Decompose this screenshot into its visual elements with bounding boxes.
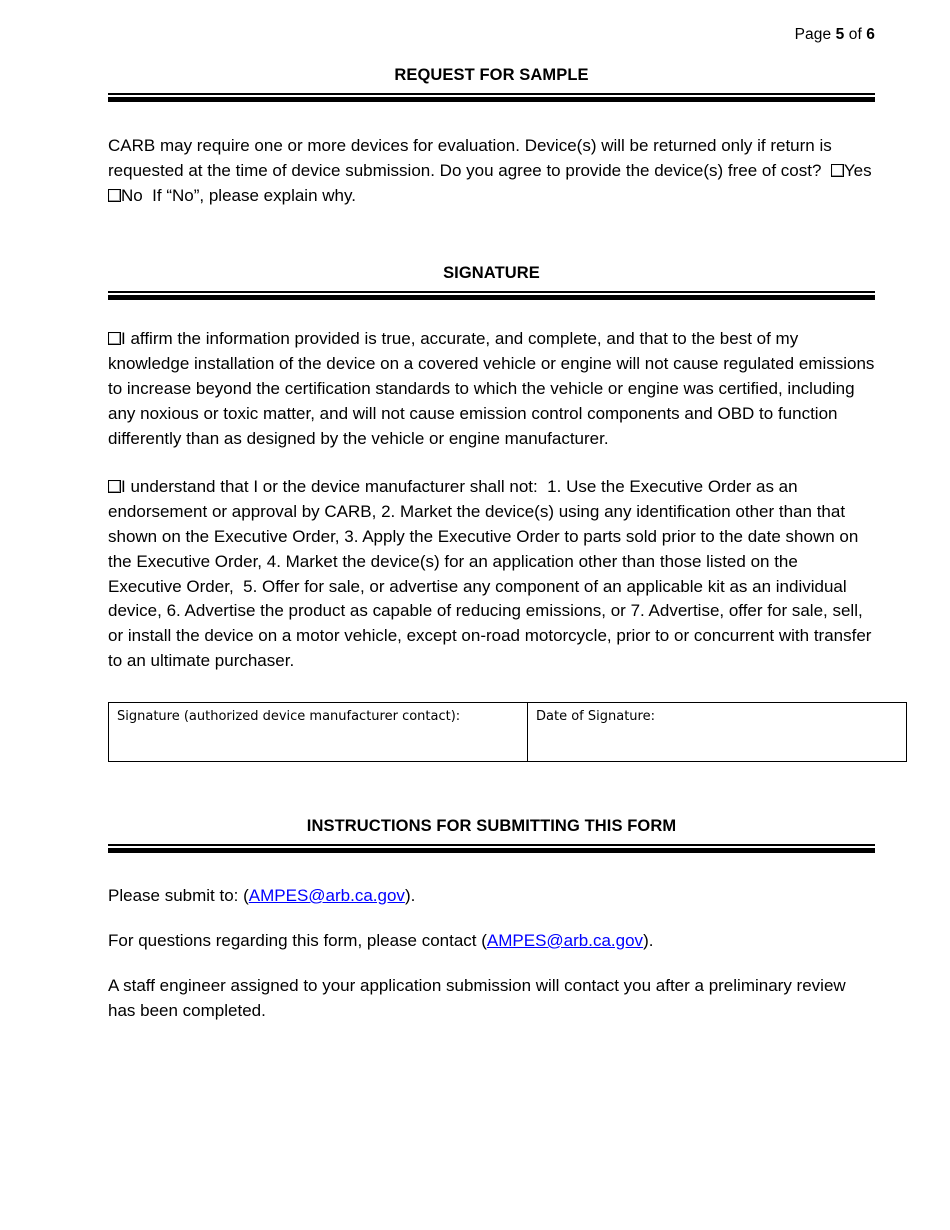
signature-field-cell[interactable] (109, 702, 528, 761)
section-heading-instructions: INSTRUCTIONS FOR SUBMITTING THIS FORM (306, 816, 677, 835)
affirmation-1-text: I affirm the information provided is true, accurate, and complete, and that to the best of my knowledge installation of the device on a covered vehicle or engine will not cause regulated emissions to increase beyond the certification standards to which the vehicle or engine was certified, including any noxious or toxic matter, and will not cause emission control components and OBD to function differently than as designed by the vehicle or engine manufacturer. (108, 329, 875, 448)
checkbox-no-label: No (121, 185, 143, 205)
submit-suffix-text: ). (404, 885, 416, 905)
rule-thick (108, 97, 875, 102)
questions-suffix-text: ). (643, 930, 654, 950)
date-of-signature-label: Date of Signature: (536, 708, 655, 724)
checkbox-affirm-information[interactable] (108, 332, 121, 345)
affirmation-paragraph-2 (108, 475, 875, 673)
checkbox-understand-restrictions[interactable] (108, 480, 121, 493)
rule-thick (108, 848, 875, 853)
page-header-current: 5 (835, 26, 845, 43)
checkbox-yes-label: Yes (843, 160, 872, 180)
signature-field-label: Signature (authorized device manufacturer contact): (117, 708, 461, 724)
section-heading-request-for-sample: REQUEST FOR SAMPLE (394, 66, 589, 84)
page-header-total: 6 (866, 26, 875, 43)
closing-paragraph: A staff engineer assigned to your application submission will contact you after a preliminary review has been completed. (108, 976, 846, 1021)
heading-rule-request-for-sample (108, 93, 875, 102)
date-of-signature-field-cell[interactable] (528, 702, 907, 761)
questions-email-link[interactable]: AMPES@arb.ca.gov (486, 930, 644, 950)
submit-prefix-text: Please submit to: ( (108, 885, 249, 905)
affirmation-2-text: I understand that I or the device manufacturer shall not: 1. Use the Executive Order as an endorsement or approval by CARB, 2. Market the device(s) using any identification other than that shown on the Executive Order, 3. Apply the Executive Order to parts sold prior to the date shown on the Executive Order, 4. Market the device(s) for an application other than those listed on the Executive Order, 5. Offer for sale, or advertise any component of an applicable kit as an individual device, 6. Advertise the product as capable of reducing emissions, or 7. Advertise, offer for sale, sell, or install the device on a motor vehicle, except on-road motorcycle, prior to or concurrent with transfer to an ultimate purchaser. (108, 477, 872, 670)
heading-rule-instructions (108, 844, 875, 853)
section-heading-signature: SIGNATURE (443, 264, 540, 283)
page-header-prefix: Page (794, 26, 836, 43)
affirmation-paragraph-1 (108, 327, 875, 451)
signature-table (108, 702, 907, 762)
checkbox-yes[interactable] (831, 164, 844, 177)
request-paragraph-text-before: CARB may require one or more devices for evaluation. Device(s) will be returned only if return is requested at the time of device submission. Do you agree to provide the device(s) free of cost? (108, 136, 832, 180)
table-row (109, 702, 907, 761)
questions-instruction-paragraph (108, 929, 875, 954)
submit-instruction-paragraph (108, 884, 875, 909)
document-content (108, 0, 875, 1024)
heading-rule-signature (108, 291, 875, 300)
questions-prefix-text: For questions regarding this form, please contact ( (108, 930, 487, 950)
rule-thick (108, 295, 875, 300)
submit-email-link[interactable]: AMPES@arb.ca.gov (248, 885, 405, 905)
checkbox-no[interactable] (108, 189, 121, 202)
request-paragraph-text-after: If “No”, please explain why. (142, 185, 356, 205)
page-header-middle: of (844, 26, 867, 43)
request-for-sample-paragraph (108, 134, 875, 208)
